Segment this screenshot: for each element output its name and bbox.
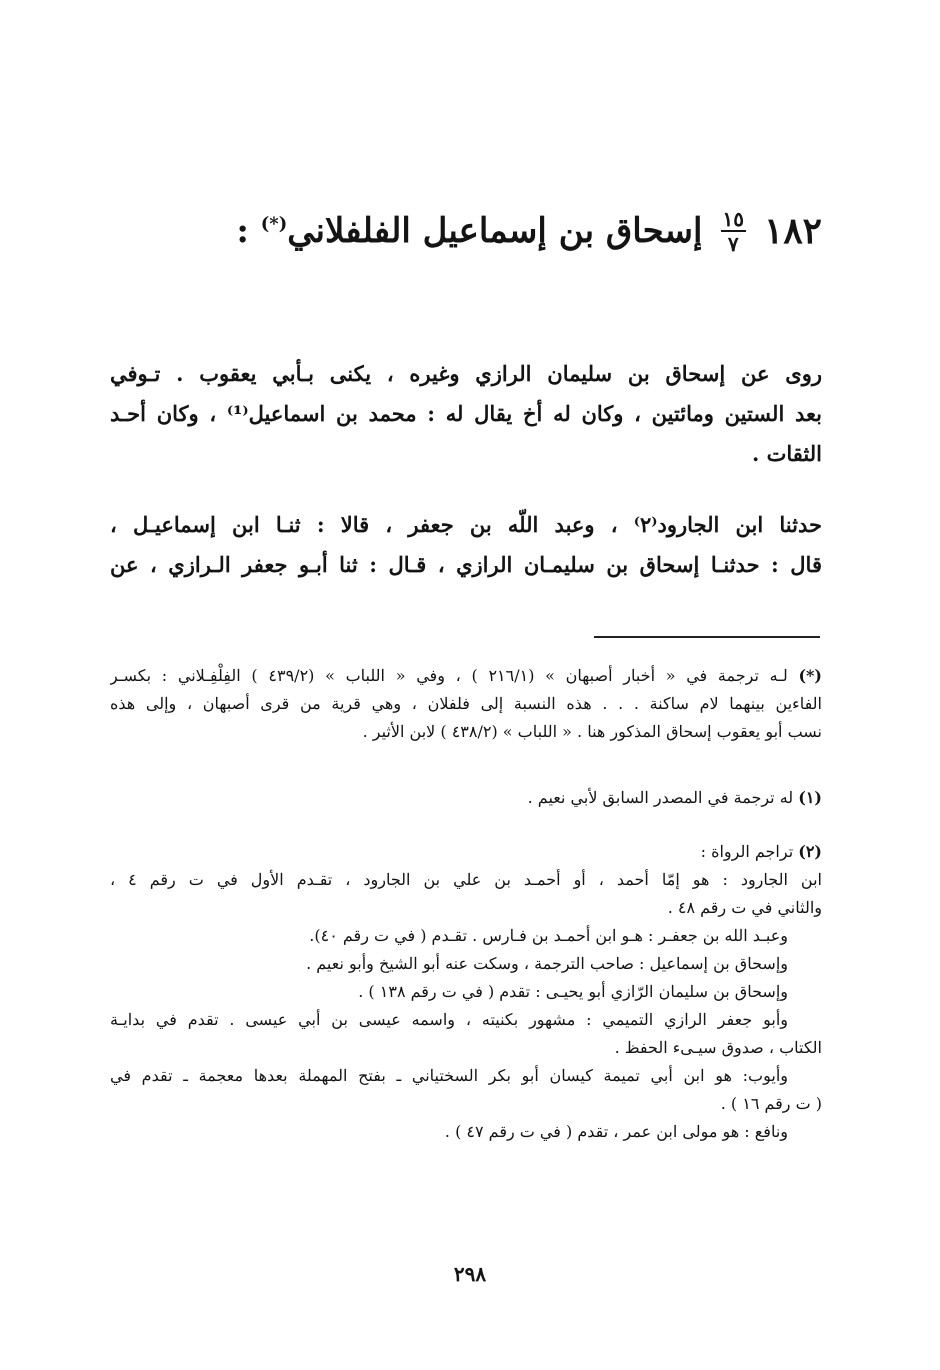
entry-title-text: إسحاق بن إسماعيل الفلفلاني bbox=[287, 211, 703, 251]
footnote-line: ونافع : هو مولى ابن عمر ، تقدم ( في ت رقم ٤٧ ) . bbox=[444, 1122, 788, 1141]
paragraph-1 bbox=[110, 354, 822, 474]
footnote-line bbox=[110, 784, 822, 812]
footnote-2 bbox=[110, 838, 822, 1146]
footnote-line: وعبـد الله بن جعفـر : هـو ابن أحمـد بن فـارس . تقـدم ( في ت رقم ٤٠). bbox=[309, 926, 788, 945]
footnote-line: نسب أبو يعقوب إسحاق المذكور هنا . « اللباب » (٤٣٨/٢ ) لابن الأثير . bbox=[362, 722, 822, 741]
entry-number: ١٨٢ bbox=[763, 210, 822, 252]
paragraph-2 bbox=[110, 505, 822, 585]
footnote-line: الفاءين بينهما لام ساكنة . . . هذه النسبة إلى فلفلان ، وهي قرية من قرى أصبهان ، وإلى هذه bbox=[110, 694, 822, 713]
footnote-line: ابن الجارود : هو إمّا أحمد ، أو أحمـد بن علي بن الجارود ، تقـدم الأول في ت رقم ٤ ، bbox=[110, 870, 822, 889]
footnote-marker: (*) bbox=[798, 666, 822, 685]
footnote-star bbox=[110, 662, 822, 746]
page-number: ٢٩٨ bbox=[453, 1262, 487, 1286]
footnote-line: ( ت رقم ١٦ ) . bbox=[720, 1094, 822, 1113]
entry-colon: : bbox=[236, 211, 249, 251]
paragraph-line: روى عن إسحاق بن سليمان الرازي وغيره ، يكنى بـأبي يعقوب . تـوفي bbox=[110, 361, 822, 386]
paragraph-line: الثقات . bbox=[752, 441, 822, 466]
entry-heading bbox=[122, 196, 822, 266]
footnote-marker: (٢) bbox=[798, 842, 822, 861]
footnote-line: وأيوب: هو ابن أبي تميمة كيسان أبو بكر السختياني ـ بفتح المهملة بعدها معجمة ـ تقدم في bbox=[110, 1066, 788, 1085]
footnote-text: له ترجمة في المصدر السابق لأبي نعيم . bbox=[527, 788, 794, 807]
footnote-marker: (١) bbox=[798, 788, 822, 807]
footnote-line: وإسحاق بن إسماعيل : صاحب الترجمة ، وسكت عنه أبو الشيخ وأبو نعيم . bbox=[306, 954, 788, 973]
footnote-line: الكتاب ، صدوق سيـىء الحفظ . bbox=[614, 1038, 822, 1057]
footnote-line: وإسحاق بن سليمان الرّازي أبو يحيـى : تقدم ( في ت رقم ١٣٨ ) . bbox=[358, 982, 788, 1001]
fraction-numerator: ١٥ bbox=[722, 206, 744, 231]
footnote-line bbox=[110, 662, 822, 690]
footnote-text: لـه ترجمة في « أخبار أصبهان » (٢١٦/١ ) ، وفي « اللباب » (٤٣٩/٢ ) الفِلْفِـلاني : بكسـر bbox=[110, 666, 788, 685]
fraction-denominator: ٧ bbox=[727, 231, 739, 256]
footnote-line bbox=[110, 838, 822, 866]
footnote-heading: تراجم الرواة : bbox=[700, 842, 794, 861]
footnote-line: والثاني في ت رقم ٤٨ . bbox=[667, 898, 822, 917]
entry-footnote-marker: (*) bbox=[260, 213, 288, 235]
footnote-1 bbox=[110, 784, 822, 812]
entry-title bbox=[236, 211, 702, 251]
paragraph-line: قال : حدثنـا إسحاق بن سليمـان الرازي ، قـال : ثنا أبـو جعفر الـرازي ، عن bbox=[110, 552, 822, 577]
entry-fraction bbox=[721, 206, 746, 256]
footnote-line: وأبو جعفر الرازي التميمي : مشهور بكنيته ، واسمه عيسى بن أبي عيسى . تقدم في بدايـة bbox=[110, 1010, 788, 1029]
paragraph-line: بعد الستين ومائتين ، وكان له أخ يقال له : محمد بن اسماعيل⁽¹⁾ ، وكان أحـد bbox=[110, 401, 822, 426]
footnote-separator bbox=[594, 636, 820, 638]
paragraph-line: حدثنا ابن الجارود⁽٢⁾ ، وعبد اللّه بن جعفر ، قالا : ثنـا ابن إسماعيـل ، bbox=[110, 512, 822, 537]
